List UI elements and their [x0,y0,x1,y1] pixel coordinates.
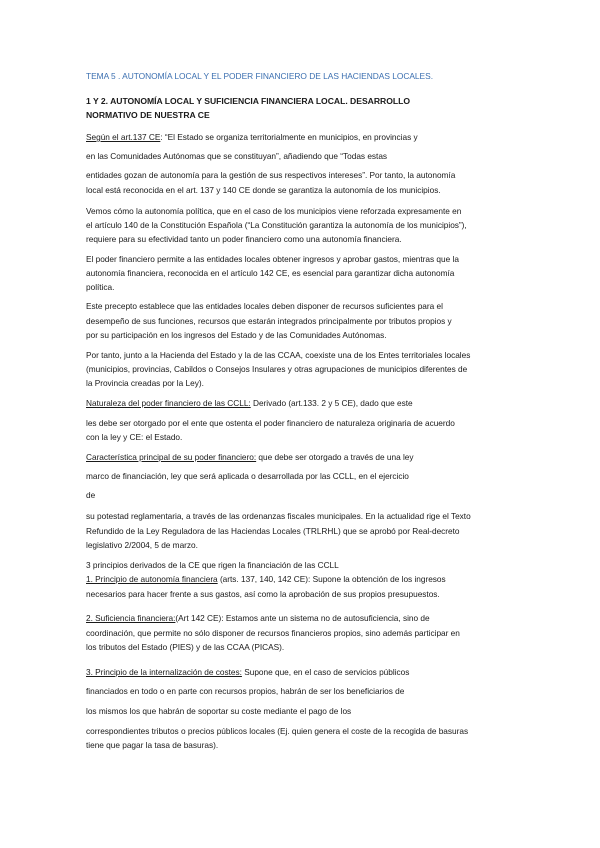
paragraph-5-line-1: Por tanto, junto a la Hacienda del Estado y la de las CCAA, coexiste una de los Entes territoriales locales [86,350,471,360]
underlined-heading: Naturaleza del poder financiero de las CCLL: [86,398,251,408]
paragraph-5-line-3: la Provincia creadas por la Ley). [86,378,204,388]
paragraph-7-line-3: de [86,490,96,500]
paragraph-10-line-1: 2. Suficiencia financiera:(Art 142 CE): Estamos ante un sistema no de autosuficiencia, sino de [86,613,430,623]
paragraph-4-line-1: Este precepto establece que las entidades locales deben disponer de recursos suficientes para el [86,301,443,311]
paragraph-4-line-3: por su participación en los ingresos del Estado y de las Comunidades Autónomas. [86,330,387,340]
paragraph-9-line-1: 3 principios derivados de la CE que rigen la financiación de las CCLL [86,560,339,570]
paragraph-5-line-2: (municipios, provincias, Cabildos o Consejos Insulares y otras agrupaciones de municipios diferentes de [86,364,468,374]
paragraph-3-line-1: El poder financiero permite a las entidades locales obtener ingresos y aprobar gastos, mientras que la [86,254,459,264]
paragraph-1-line-1: Según el art.137 CE: “El Estado se organiza territorialmente en municipios, en provincias y [86,132,418,142]
paragraph-11-line-2: financiados en todo o en parte con recursos propios, habrán de ser los beneficiarios de [86,686,405,696]
underlined-heading: 3. Principio de la internalización de costes: [86,667,242,677]
paragraph-3-line-3: política. [86,282,115,292]
paragraph-1-line-2: en las Comunidades Autónomas que se constituyan”, añadiendo que “Todas estas [86,151,388,161]
paragraph-7-line-1: Característica principal de su poder financiero: que debe ser otorgado a través de una ley [86,452,414,462]
paragraph-11-line-5: tiene que pagar la tasa de basuras). [86,740,219,750]
section-heading-line-2: NORMATIVO DE NUESTRA CE [86,110,210,120]
paragraph-7-line-2: marco de financiación, ley que será aplicada o desarrollada por las CCLL, en el ejercicio [86,471,409,481]
paragraph-11-line-3: los mismos los que habrán de soportar su coste mediante el pago de los [86,706,352,716]
paragraph-1-line-4: local está reconocida en el art. 137 y 140 CE donde se garantiza la autonomía de los municipios. [86,185,441,195]
underlined-heading: Característica principal de su poder financiero: [86,452,257,462]
document-title: TEMA 5 . AUTONOMÍA LOCAL Y EL PODER FINANCIERO DE LAS HACIENDAS LOCALES. [86,71,433,81]
paragraph-11-line-4: correspondientes tributos o precios públicos locales (Ej. quien genera el coste de la recogida de basuras [86,726,469,736]
paragraph-10-line-2: coordinación, que permite no sólo disponer de recursos financieros propios, sino además participar en [86,628,460,638]
paragraph-2-line-3: requiere para su efectividad tanto un poder financiero como una autonomía financiera. [86,234,402,244]
underlined-heading: 2. Suficiencia financiera: [86,613,176,623]
paragraph-2-line-2: el artículo 140 de la Constitución Española (“La Constitución garantiza la autonomía de los municipios”), [86,220,467,230]
paragraph-10-line-3: los tributos del Estado (PIES) y de las CCAA (PICAS). [86,642,285,652]
paragraph-9-line-3: necesarios para hacer frente a sus gastos, así como la aprobación de sus propios presupuestos. [86,589,440,599]
paragraph-6-line-1: Naturaleza del poder financiero de las CCLL: Derivado (art.133. 2 y 5 CE), dado que este [86,398,413,408]
paragraph-8-line-3: legislativo 2/2004, 5 de marzo. [86,540,198,550]
underlined-heading: 1. Principio de autonomía financiera [86,574,218,584]
paragraph-1-line-3: entidades gozan de autonomía para la gestión de sus respectivos intereses”. Por tanto, la autonomía [86,170,456,180]
underlined-reference: Según el art.137 CE [86,132,161,142]
section-heading-line-1: 1 Y 2. AUTONOMÍA LOCAL Y SUFICIENCIA FINANCIERA LOCAL. DESARROLLO [86,96,411,106]
paragraph-6-line-3: con la ley y CE: el Estado. [86,432,183,442]
paragraph-6-line-2: les debe ser otorgado por el ente que ostenta el poder financiero de naturaleza originaria de acuerdo [86,418,455,428]
paragraph-8-line-1: su potestad reglamentaria, a través de las ordenanzas fiscales municipales. En la actualidad rige el Texto [86,511,471,521]
paragraph-11-line-1: 3. Principio de la internalización de costes: Supone que, en el caso de servicios públicos [86,667,410,677]
paragraph-2-line-1: Vemos cómo la autonomía política, que en el caso de los municipios viene reforzada expresamente en [86,206,462,216]
paragraph-3-line-2: autonomía financiera, reconocida en el artículo 142 CE, es esencial para garantizar dicha autonomía [86,268,455,278]
paragraph-4-line-2: desempeño de sus funciones, recursos que estarán integrados principalmente por tributos propios y [86,316,452,326]
paragraph-9-line-2: 1. Principio de autonomía financiera (arts. 137, 140, 142 CE): Supone la obtención de los ingresos [86,574,446,584]
paragraph-8-line-2: Refundido de la Ley Reguladora de las Haciendas Locales (TRLRHL) que se aprobó por Real-decreto [86,526,460,536]
